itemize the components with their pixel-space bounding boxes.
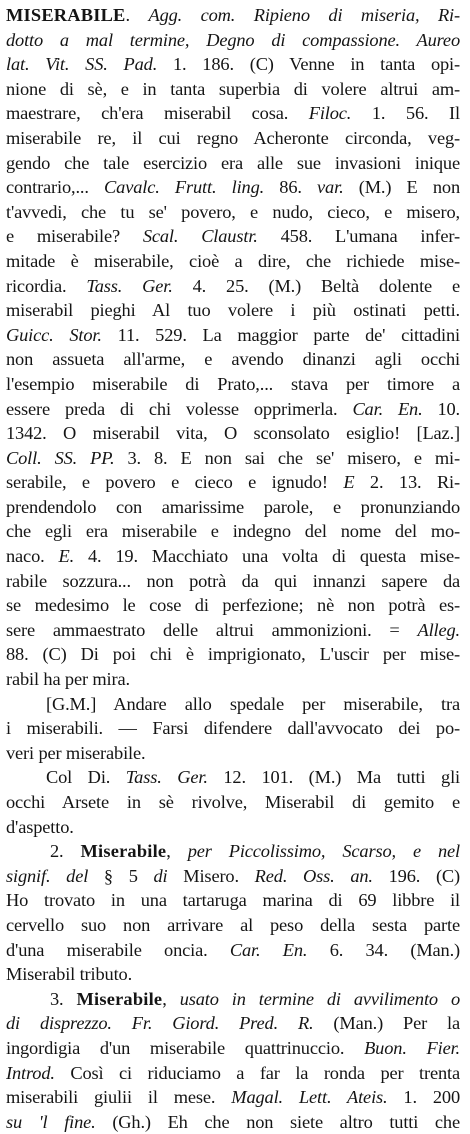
text-run: maestrare, ch'era miserabil cosa. (6, 103, 309, 124)
text-line (6, 962, 460, 987)
text-line (6, 421, 460, 446)
text-run: , (166, 841, 188, 862)
text-line (6, 716, 460, 741)
citation-italic: per Piccolissimo, Scarso, e nel (187, 841, 460, 862)
text-run: non assueta all'arme, e avendo dinanzi agli occhi (6, 349, 460, 370)
text-line (6, 618, 460, 643)
text-run: 6. 34. (Man.) (307, 939, 460, 960)
text-run: Miserabil tributo. (6, 964, 133, 985)
text-line (6, 224, 460, 249)
text-line (6, 519, 460, 544)
headword: MISERABILE (6, 5, 126, 25)
text-run: 1. 56. Il (351, 103, 460, 124)
text-run: miserabile re, il cui regno Acheronte circonda, veg- (6, 127, 460, 148)
text-run: [G.M.] Andare allo spedale per miserabile, tra (46, 693, 460, 714)
text-run: 88. (C) Di poi chi è imprigionato, L'uscir per mise- (6, 644, 460, 665)
text-run: 1. 186. (C) Venne in tanta opi- (157, 54, 460, 75)
text-run: (Man.) Per la (313, 1013, 460, 1034)
text-run: 3. 8. E non sai che se' misero, e mi- (114, 447, 460, 468)
text-run: cervello suo non arrivare al peso della sesta parte (6, 914, 460, 935)
text-line (6, 470, 460, 495)
headword: Miserabile (76, 988, 163, 1009)
citation-italic: Cavalc. Frutt. ling. (104, 177, 265, 198)
text-run: mitade è miserabile, cioè a dire, che richiede mise- (6, 250, 460, 271)
text-line (6, 987, 460, 1012)
citation-italic: Red. Oss. an. (254, 865, 373, 886)
text-run: 10. (422, 398, 460, 419)
text-run: sere ammaestrato delle altrui ammonizioni. = (6, 619, 418, 640)
text-run: contrario,... (6, 177, 105, 198)
citation-italic: usato in termine di avvilimento o (179, 988, 460, 1009)
text-run: gendo che tale esercizio era alle sue invasioni inique (6, 152, 460, 173)
text-run: § 5 (88, 865, 154, 886)
text-line (6, 815, 460, 840)
text-run: 2. (50, 841, 81, 862)
text-line (6, 1085, 460, 1110)
citation-italic: Filoc. (308, 103, 352, 124)
text-line (6, 790, 460, 815)
dictionary-entry-miserabile (6, 3, 460, 1134)
citation-italic: lat. Vit. SS. Pad. (6, 54, 158, 75)
text-run: essere preda di chi volesse opprimerla. (6, 398, 353, 419)
text-run: 86. (264, 177, 318, 198)
text-line (6, 52, 460, 77)
text-run: 1. 200 (387, 1087, 460, 1108)
citation-italic: var. (317, 177, 344, 198)
text-line (6, 200, 460, 225)
citation-italic: Guicc. Stor. (6, 324, 102, 345)
text-run: 458. L'umana infer- (257, 226, 460, 247)
text-run: 12. 101. (M.) Ma tutti gli (207, 767, 460, 788)
text-run: rabil ha per mira. (6, 669, 130, 690)
citation-italic: Introd. (6, 1062, 55, 1083)
citation-italic: Tass. Ger. (125, 767, 208, 788)
text-run: Ho trovato in una tartaruga marina di 69 libbre il (6, 890, 460, 911)
text-line (6, 323, 460, 348)
text-run: t'avvedi, che tu se' povero, e nudo, cieco, e misero, (6, 201, 460, 222)
text-run: Misero. (167, 865, 255, 886)
text-line (6, 544, 460, 569)
text-run: miserabili giulii il mese. (6, 1087, 232, 1108)
text-line (6, 692, 460, 717)
text-line (6, 175, 460, 200)
text-line (6, 1036, 460, 1061)
text-line (6, 249, 460, 274)
text-line (6, 101, 460, 126)
citation-italic: signif. del (6, 865, 89, 886)
text-run: rabile sozzura... non potrà da qui innanzi sapere da (6, 570, 460, 591)
text-run: ingordigia d'un miserabile quattrinuccio. (6, 1037, 365, 1058)
text-run: ricordia. (6, 275, 87, 296)
citation-italic: Car. En. (229, 939, 308, 960)
text-line (6, 888, 460, 913)
text-run: (Gh.) Eh che non siete altro tutti che (95, 1111, 460, 1132)
citation-italic: di (153, 865, 168, 886)
text-run: d'aspetto. (6, 816, 74, 837)
citation-italic: dotto a mal termine, Degno di compassione. Aureo (6, 29, 460, 50)
text-run: i miserabili. — Farsi difendere dall'avvocato dei po- (6, 718, 460, 739)
citation-italic: Alleg. (417, 619, 460, 640)
text-run: veri per miserabile. (6, 742, 146, 763)
text-line (6, 126, 460, 151)
text-run: nione di sè, e in tanta superbia di volere altrui am- (6, 78, 460, 99)
text-line (6, 593, 460, 618)
citation-italic: Coll. SS. PP. (6, 447, 115, 468)
citation-italic: Buon. Fier. (364, 1037, 460, 1058)
text-line (6, 397, 460, 422)
text-line (6, 569, 460, 594)
text-run: d'una miserabile oncia. (6, 939, 230, 960)
text-run: miserabil pieghi Al tuo volere i più ostinati petti. (6, 300, 460, 321)
citation-italic: Magal. Lett. Ateis. (231, 1087, 388, 1108)
text-run: 4. 19. Macchiato una volta di questa mise- (74, 546, 460, 567)
text-line (6, 446, 460, 471)
text-run: (M.) E non (343, 177, 460, 198)
text-run: 3. (50, 988, 77, 1009)
citation-italic: E. (58, 546, 75, 567)
text-run: occhi Arsete in sè rivolve, Miserabil di gemito e (6, 792, 460, 812)
text-line (6, 1110, 460, 1134)
text-run: 196. (C) (372, 865, 460, 886)
text-run: 4. 25. (M.) Beltà dolente e (172, 275, 460, 296)
citation-italic: Tass. Ger. (86, 275, 173, 296)
text-line (6, 1011, 460, 1036)
citation-italic: Scal. Claustr. (142, 226, 258, 247)
citation-italic: Agg. com. Ripieno di miseria, Ri- (148, 5, 460, 25)
text-line (6, 28, 460, 53)
text-line (6, 495, 460, 520)
text-run: naco. (6, 546, 59, 567)
text-run: . (125, 5, 149, 25)
text-line (6, 765, 460, 790)
text-line (6, 667, 460, 692)
text-run: , (162, 988, 180, 1009)
text-line (6, 298, 460, 323)
text-line (6, 77, 460, 102)
citation-italic: su 'l fine. (6, 1111, 96, 1132)
text-run: e miserabile? (6, 226, 143, 247)
text-line (6, 839, 460, 864)
text-run: Così ci riduciamo a far la ronda per trenta (54, 1062, 460, 1083)
text-run: che egli era miserabile e indegno del nome del mo- (6, 521, 460, 542)
text-line (6, 274, 460, 299)
text-run: prendendolo con amarissime parole, e pronunziando (6, 496, 460, 517)
text-line (6, 372, 460, 397)
text-run: se medesimo le cose di perfezione; nè non potrà es- (6, 595, 460, 616)
text-line (6, 151, 460, 176)
text-run: l'esempio miserabile di Prato,... stava per timore a (6, 373, 460, 394)
text-line (6, 1061, 460, 1086)
headword: Miserabile (80, 841, 167, 862)
text-line (6, 864, 460, 889)
citation-italic: Car. En. (352, 398, 423, 419)
text-line (6, 642, 460, 667)
text-run: Col Di. (46, 767, 126, 788)
text-line (6, 938, 460, 963)
citation-italic: di disprezzo. Fr. Giord. Pred. R. (6, 1013, 314, 1034)
text-run: 1342. O miserabil vita, O sconsolato esiglio! [Laz.] (6, 423, 460, 444)
text-run: 2. 13. Ri- (354, 472, 460, 493)
text-line (6, 913, 460, 938)
text-line (6, 741, 460, 766)
text-line (6, 347, 460, 372)
text-run: 11. 529. La maggior parte de' cittadini (101, 324, 460, 345)
text-run: serabile, e povero e cieco e ignudo! (6, 472, 344, 493)
text-line (6, 3, 460, 28)
citation-italic: E (343, 472, 355, 493)
